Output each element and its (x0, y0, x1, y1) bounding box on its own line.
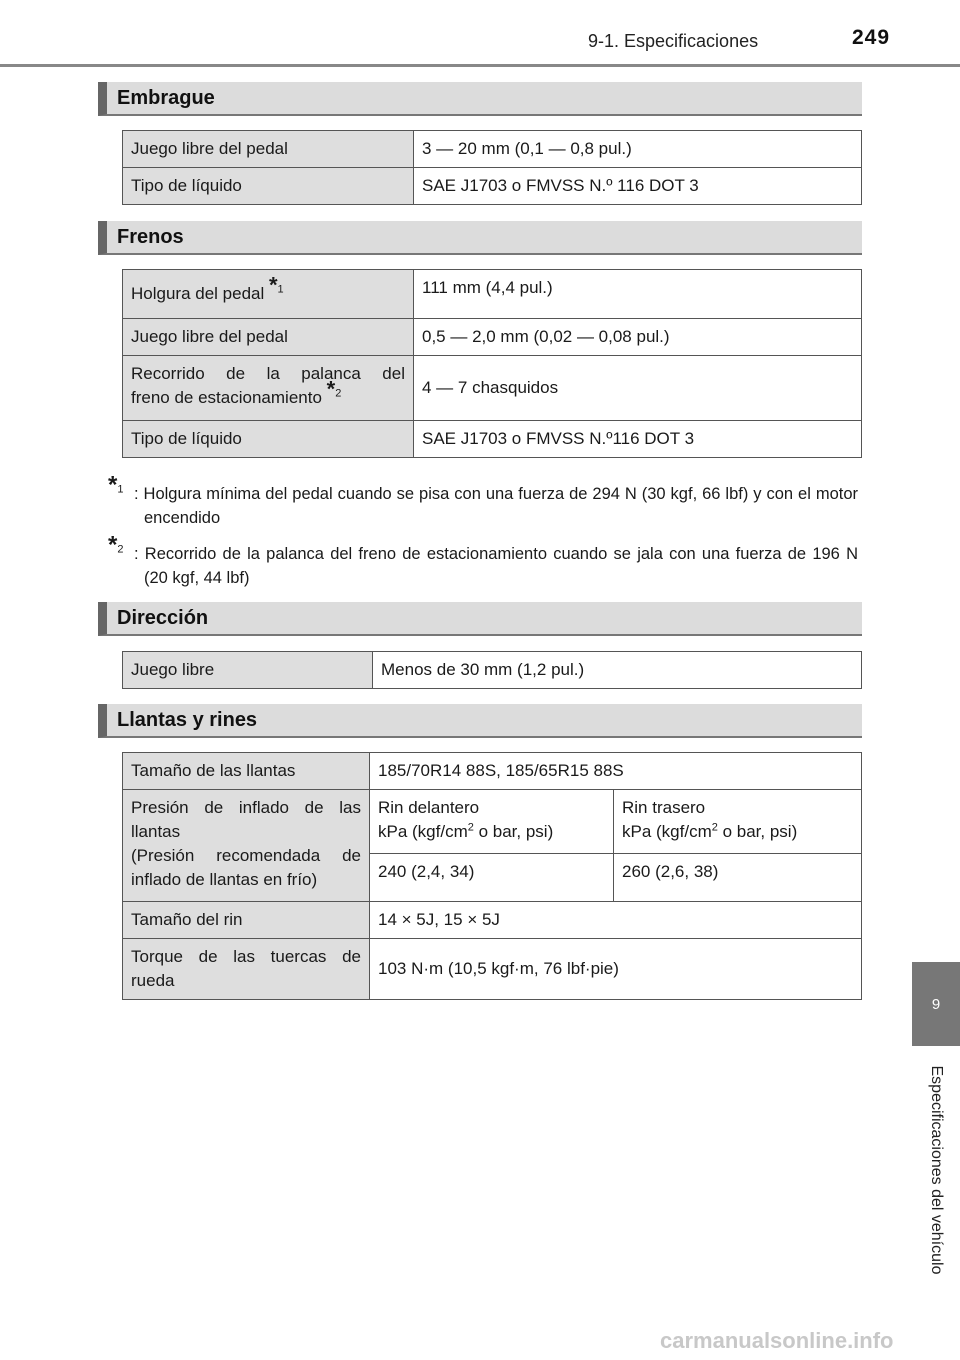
row-label: Tipo de líquido (123, 168, 414, 205)
label-line: rueda (131, 971, 175, 990)
row-label (123, 356, 414, 421)
table-row (123, 652, 862, 689)
rear-rim-unit (622, 822, 797, 841)
label-line: freno de estacionamiento (131, 388, 327, 407)
table-row (123, 753, 862, 790)
row-label: Juego libre del pedal (123, 319, 414, 356)
section-title-llantas: Llantas y rines (117, 709, 258, 731)
unit-text: o bar, psi) (473, 822, 554, 841)
unit-text: o bar, psi) (717, 822, 798, 841)
table-row (123, 270, 862, 319)
header-divider (0, 64, 960, 67)
row-value: SAE J1703 o FMVSS N.º 116 DOT 3 (414, 168, 862, 205)
page-number: 249 (852, 26, 891, 49)
row-value: 111 mm (4,4 pul.) (414, 270, 862, 319)
row-label (123, 270, 414, 319)
row-label: Juego libre (123, 652, 373, 689)
table-row (123, 421, 862, 458)
row-value: SAE J1703 o FMVSS N.º116 DOT 3 (414, 421, 862, 458)
table-row (123, 939, 862, 1000)
section-title-frenos: Frenos (117, 226, 184, 248)
row-value: 3 — 20 mm (0,1 — 0,8 pul.) (414, 131, 862, 168)
asterisk-icon: * (108, 471, 118, 499)
section-header-frenos (98, 221, 862, 255)
row-label (123, 790, 370, 902)
label-line: Presión de inflado de las (131, 798, 361, 817)
row-label (123, 939, 370, 1000)
table-row (123, 902, 862, 939)
asterisk-icon: * (268, 272, 278, 298)
row-label: Juego libre del pedal (123, 131, 414, 168)
row-value: Menos de 30 mm (1,2 pul.) (373, 652, 862, 689)
chapter-tab (912, 962, 960, 1046)
label-line: llantas (131, 822, 181, 841)
footnote-ref: 1 (277, 283, 284, 296)
table-frenos (122, 269, 862, 458)
footnote-1 (108, 471, 858, 530)
row-value: 103 N·m (10,5 kgf·m, 76 lbf·pie) (370, 939, 862, 1000)
footnote-text: : Holgura mínima del pedal cuando se pisa con una fuerza de 294 N (30 kgf, 66 lbf) y con el motor encendido (134, 485, 858, 527)
table-row (123, 319, 862, 356)
rear-pressure-value: 260 (2,6, 38) (614, 854, 862, 902)
row-label: Tipo de líquido (123, 421, 414, 458)
footnote-mark (108, 531, 124, 566)
table-direccion (122, 651, 862, 689)
footnote-ref: 2 (335, 387, 342, 400)
label-line: inflado de llantas en frío) (131, 870, 318, 889)
footnote-number: 1 (117, 483, 124, 496)
row-label: Tamaño del rin (123, 902, 370, 939)
unit-text: kPa (kgf/cm (378, 822, 468, 841)
section-title-embrague: Embrague (117, 87, 215, 109)
table-row (123, 131, 862, 168)
asterisk-icon: * (108, 531, 118, 559)
footnote-2 (108, 531, 858, 590)
front-rim-title: Rin delantero (378, 798, 480, 817)
watermark: carmanualsonline.info (660, 1328, 894, 1353)
unit-exponent: 2 (467, 821, 474, 834)
unit-exponent: 2 (711, 821, 718, 834)
front-rim-header (370, 790, 614, 854)
front-rim-unit (378, 822, 553, 841)
row-value: 14 × 5J, 15 × 5J (370, 902, 862, 939)
rear-rim-header (614, 790, 862, 854)
label-text: Holgura del pedal (131, 284, 269, 303)
asterisk-icon: * (326, 376, 336, 402)
chapter-tab-number: 9 (931, 995, 941, 1013)
chapter-label: Especificaciones del vehículo (928, 1065, 945, 1275)
table-llantas (122, 752, 862, 1000)
row-value: 4 — 7 chasquidos (414, 356, 862, 421)
section-header-direccion (98, 602, 862, 636)
rear-rim-title: Rin trasero (622, 798, 706, 817)
table-row (123, 790, 862, 854)
row-value: 185/70R14 88S, 185/65R15 88S (370, 753, 862, 790)
row-label: Tamaño de las llantas (123, 753, 370, 790)
label-line: Recorrido de la palanca del (131, 364, 405, 383)
footnote-text: : Recorrido de la palanca del freno de estacionamiento cuando se jala con una fuerza de 196 N (20 kgf, 44 lbf) (134, 545, 858, 587)
unit-text: kPa (kgf/cm (622, 822, 712, 841)
table-row (123, 168, 862, 205)
label-line: Torque de las tuercas de (131, 947, 361, 966)
section-header-embrague (98, 82, 862, 116)
front-pressure-value: 240 (2,4, 34) (370, 854, 614, 902)
footnote-mark (108, 471, 124, 506)
section-header-llantas (98, 704, 862, 738)
section-title-direccion: Dirección (117, 607, 209, 629)
label-line: (Presión recomendada de (131, 846, 361, 865)
section-title: 9-1. Especificaciones (588, 31, 759, 51)
row-value: 0,5 — 2,0 mm (0,02 — 0,08 pul.) (414, 319, 862, 356)
footnote-number: 2 (117, 543, 124, 556)
table-embrague (122, 130, 862, 205)
table-row (123, 356, 862, 421)
